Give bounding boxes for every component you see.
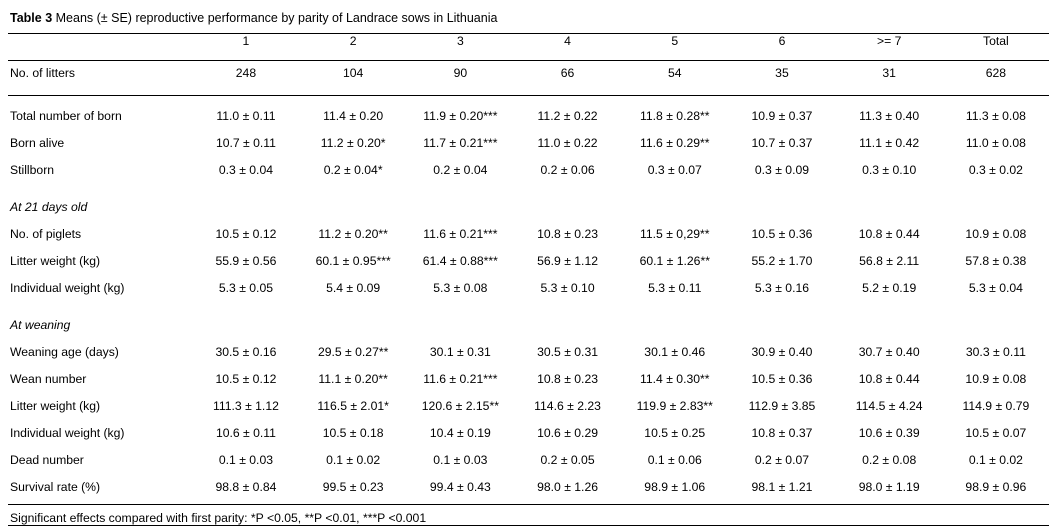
cell-value: 10.9 ± 0.08: [965, 227, 1027, 241]
cell-value: 30.3 ± 0.11: [965, 345, 1026, 359]
table-row: [8, 423, 1049, 450]
cell-value: 119.9 ± 2.83**: [636, 399, 713, 413]
table-caption-text: Means (± SE) reproductive performance by parity of Landrace sows in Lithuania: [55, 11, 498, 25]
table-row: [8, 342, 1049, 369]
cell-value: 11.0 ± 0.08: [965, 136, 1026, 150]
cell-value: 30.5 ± 0.31: [537, 345, 598, 359]
row-spacer: [8, 305, 1049, 315]
cell-value: 10.7 ± 0.11: [215, 136, 276, 150]
row-label: Total number of born: [10, 109, 122, 123]
row-label: Litter weight (kg): [10, 254, 101, 268]
cell-value: 11.2 ± 0.22: [537, 109, 598, 123]
cell-value: 11.7 ± 0.21***: [423, 136, 498, 150]
table-caption-label: Table 3: [10, 11, 53, 25]
cell-value: 0.1 ± 0.02: [968, 453, 1023, 467]
cell-value: 61.4 ± 0.88***: [422, 254, 498, 268]
cell-value: 116.5 ± 2.01*: [317, 399, 389, 413]
cell-value: 10.5 ± 0.18: [322, 426, 384, 440]
table-row: [8, 160, 1049, 187]
cell-value: 99.4 ± 0.43: [429, 480, 491, 494]
cell-value: 10.5 ± 0.36: [751, 227, 813, 241]
cell-value: [621, 197, 728, 224]
cell-value: 98.0 ± 1.26: [537, 480, 598, 494]
cell-value: 10.8 ± 0.37: [751, 426, 813, 440]
cell-value: 30.9 ± 0.40: [751, 345, 813, 359]
cell-value: 10.5 ± 0.12: [215, 372, 277, 386]
cell-value: 10.6 ± 0.11: [215, 426, 276, 440]
cell-value: 5.4 ± 0.09: [326, 281, 381, 295]
cell-value: [192, 315, 299, 342]
cell-value: 30.7 ± 0.40: [858, 345, 920, 359]
table-body-upper: [8, 61, 1049, 95]
cell-value: 0.2 ± 0.04*: [323, 163, 383, 177]
cell-value: 10.5 ± 0.36: [751, 372, 813, 386]
section-label: At weaning: [10, 318, 71, 332]
cell-value: 0.3 ± 0.04: [218, 163, 273, 177]
cell-value: 0.2 ± 0.05: [540, 453, 595, 467]
cell-value: [514, 197, 621, 224]
cell-value: 11.1 ± 0.20**: [318, 372, 388, 386]
cell-value: [728, 197, 835, 224]
cell-value: 10.5 ± 0.25: [644, 426, 706, 440]
cell-value: 98.8 ± 0.84: [215, 480, 277, 494]
cell-value: 10.8 ± 0.23: [537, 227, 598, 241]
cell-value: 99.5 ± 0.23: [322, 480, 384, 494]
cell-value: 114.6 ± 2.23: [534, 399, 601, 413]
row-label: Weaning age (days): [10, 345, 119, 359]
cell-value: 98.1 ± 1.21: [751, 480, 813, 494]
cell-value: [621, 315, 728, 342]
cell-value: 11.3 ± 0.08: [965, 109, 1026, 123]
cell-value: 10.8 ± 0.23: [537, 372, 598, 386]
cell-value: 10.5 ± 0.07: [965, 426, 1027, 440]
cell-value: [407, 315, 514, 342]
header-cell-parity-7plus: >= 7: [876, 34, 902, 48]
table-footnote: Significant effects compared with first parity: *P <0.05, **P <0.01, ***P <0.001: [10, 511, 427, 525]
cell-value: 11.3 ± 0.40: [859, 109, 920, 123]
header-cell-parity-6: 6: [778, 34, 786, 48]
row-label: Wean number: [10, 372, 87, 386]
cell-value: 98.9 ± 1.06: [644, 480, 706, 494]
cell-value: 5.3 ± 0.10: [540, 281, 595, 295]
cell-value: 55.2 ± 1.70: [751, 254, 813, 268]
cell-value: [943, 315, 1049, 342]
cell-value: 11.4 ± 0.30**: [640, 372, 710, 386]
row-label: Litter weight (kg): [10, 399, 101, 413]
table-section-row: [8, 315, 1049, 342]
row-label: Born alive: [10, 136, 65, 150]
cell-value: 60.1 ± 1.26**: [639, 254, 710, 268]
cell-value: 10.9 ± 0.37: [751, 109, 813, 123]
cell-value: 11.6 ± 0.29**: [640, 136, 710, 150]
table-row: [8, 369, 1049, 396]
cell-value: 30.1 ± 0.31: [429, 345, 491, 359]
cell-value: 0.2 ± 0.07: [754, 453, 810, 467]
row-label: Dead number: [10, 453, 84, 467]
cell-value: 54: [667, 66, 682, 80]
cell-value: 0.3 ± 0.07: [647, 163, 702, 177]
cell-value: 29.5 ± 0.27**: [317, 345, 389, 359]
spacer-cell: [8, 187, 1049, 197]
row-label: Individual weight (kg): [10, 281, 125, 295]
table-row: [8, 106, 1049, 133]
cell-value: 111.3 ± 1.12: [213, 399, 279, 413]
cell-value: 0.2 ± 0.06: [540, 163, 595, 177]
cell-value: 10.6 ± 0.29: [537, 426, 598, 440]
table-section-row: [8, 197, 1049, 224]
cell-value: 10.5 ± 0.12: [215, 227, 277, 241]
cell-value: 0.2 ± 0.04: [433, 163, 488, 177]
cell-value: 98.9 ± 0.96: [965, 480, 1027, 494]
row-spacer: [8, 187, 1049, 197]
cell-value: 0.1 ± 0.03: [218, 453, 273, 467]
row-label: No. of piglets: [10, 227, 82, 241]
cell-value: 114.9 ± 0.79: [962, 399, 1030, 413]
header-cell-parity-5: 5: [671, 34, 679, 48]
cell-value: 11.1 ± 0.42: [859, 136, 920, 150]
section-label: At 21 days old: [10, 200, 88, 214]
table-row: [8, 278, 1049, 305]
cell-value: 0.1 ± 0.02: [326, 453, 381, 467]
cell-value: 10.9 ± 0.08: [965, 372, 1027, 386]
cell-value: [192, 197, 299, 224]
cell-value: [514, 315, 621, 342]
cell-value: [836, 197, 943, 224]
cell-value: 5.3 ± 0.08: [433, 281, 488, 295]
table-row: [8, 450, 1049, 477]
table-row-litters: [8, 61, 1049, 95]
table-row: [8, 477, 1049, 504]
cell-value: 11.0 ± 0.11: [216, 109, 276, 123]
cell-value: 5.3 ± 0.11: [648, 281, 702, 295]
cell-value: 55.9 ± 0.56: [215, 254, 277, 268]
header-cell-parity-3: 3: [456, 34, 464, 48]
spacer-cell: [8, 305, 1049, 315]
row-label: Individual weight (kg): [10, 426, 125, 440]
cell-value: 56.9 ± 1.12: [537, 254, 598, 268]
cell-value: [943, 197, 1049, 224]
cell-value: 11.6 ± 0.21***: [423, 227, 498, 241]
cell-value: 11.2 ± 0.20*: [320, 136, 386, 150]
cell-value: 35: [775, 66, 789, 80]
cell-value: 248: [235, 66, 257, 80]
cell-value: 11.8 ± 0.28**: [640, 109, 710, 123]
cell-value: [407, 197, 514, 224]
cell-value: 11.4 ± 0.20: [323, 109, 384, 123]
table-row: [8, 396, 1049, 423]
header-cell-total: Total: [983, 34, 1009, 48]
cell-value: 10.8 ± 0.44: [858, 227, 920, 241]
cell-value: 11.9 ± 0.20***: [423, 109, 498, 123]
header-cell-parity-1: 1: [242, 34, 250, 48]
cell-value: 31: [882, 66, 896, 80]
cell-value: 66: [560, 66, 575, 80]
cell-value: 0.3 ± 0.10: [862, 163, 917, 177]
cell-value: 5.3 ± 0.04: [968, 281, 1023, 295]
cell-value: [300, 315, 407, 342]
header-cell-blank: [8, 34, 192, 60]
cell-value: 56.8 ± 2.11: [859, 254, 920, 268]
row-label: Survival rate (%): [10, 480, 101, 494]
table-row: [8, 224, 1049, 251]
cell-value: 104: [342, 66, 364, 80]
cell-value: 0.3 ± 0.09: [754, 163, 810, 177]
cell-value: 11.2 ± 0.20**: [318, 227, 388, 241]
cell-value: 90: [453, 66, 468, 80]
cell-value: 30.5 ± 0.16: [215, 345, 277, 359]
reproductive-performance-table: [8, 34, 1049, 60]
table-row: [8, 251, 1049, 278]
cell-value: 5.3 ± 0.05: [218, 281, 273, 295]
table-body-main: [8, 96, 1049, 504]
cell-value: 0.2 ± 0.08: [862, 453, 917, 467]
table-header-row: [8, 34, 1049, 60]
table-row: [8, 133, 1049, 160]
cell-value: 5.2 ± 0.19: [862, 281, 917, 295]
cell-value: 0.1 ± 0.03: [433, 453, 488, 467]
table-caption: [8, 10, 1049, 33]
spacer-cell: [8, 96, 1049, 106]
cell-value: 112.9 ± 3.85: [748, 399, 816, 413]
cell-value: 30.1 ± 0.46: [644, 345, 706, 359]
cell-value: 11.5 ± 0,29**: [640, 227, 710, 241]
cell-value: 10.4 ± 0.19: [429, 426, 491, 440]
row-spacer: [8, 96, 1049, 106]
cell-value: 10.7 ± 0.37: [751, 136, 813, 150]
cell-value: 5.3 ± 0.16: [754, 281, 810, 295]
header-cell-parity-2: 2: [349, 34, 357, 48]
cell-value: 0.1 ± 0.06: [647, 453, 702, 467]
cell-value: 60.1 ± 0.95***: [315, 254, 391, 268]
cell-value: 628: [985, 66, 1007, 80]
header-cell-parity-4: 4: [564, 34, 571, 48]
cell-value: 10.8 ± 0.44: [858, 372, 920, 386]
cell-value: 0.3 ± 0.02: [968, 163, 1023, 177]
cell-value: 11.6 ± 0.21***: [423, 372, 498, 386]
cell-value: 57.8 ± 0.38: [965, 254, 1027, 268]
cell-value: [300, 197, 407, 224]
cell-value: [728, 315, 835, 342]
cell-value: 114.5 ± 4.24: [855, 399, 923, 413]
cell-value: 11.0 ± 0.22: [537, 136, 598, 150]
cell-value: 98.0 ± 1.19: [858, 480, 920, 494]
row-label: No. of litters: [10, 66, 76, 80]
cell-value: [836, 315, 943, 342]
row-label: Stillborn: [10, 163, 55, 177]
cell-value: 120.6 ± 2.15**: [421, 399, 499, 413]
cell-value: 10.6 ± 0.39: [858, 426, 920, 440]
